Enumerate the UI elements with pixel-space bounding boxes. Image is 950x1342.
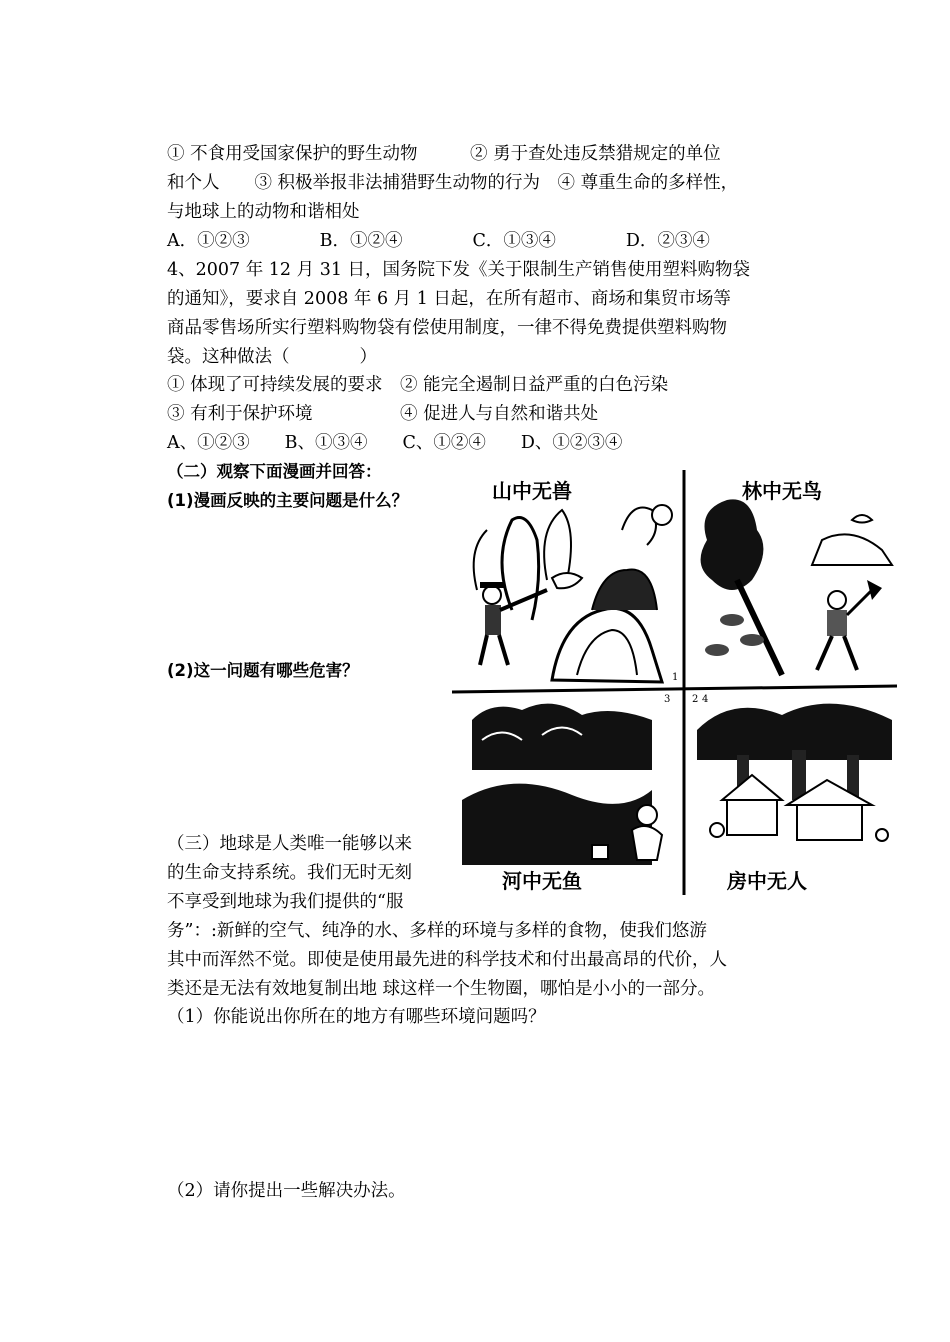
q4-stem-line-2: 的通知》，要求自 2008 年 6 月 1 日起，在所有超市、商场和集贸市场等 — [167, 289, 731, 309]
section2-question-1: (1)漫画反映的主要问题是什么？ — [167, 491, 409, 510]
q4-stem-line-4: 袋。这种做法（ ） — [167, 347, 377, 367]
section3-line-6: 类还是无法有效地复制出地 球这样一个生物圈，哪怕是小小的一部分。 — [167, 979, 716, 999]
caption-panel-1: 山中无兽 — [492, 479, 572, 503]
environment-cartoon-image — [452, 470, 897, 895]
panel-number-1: 1 — [672, 672, 679, 683]
q3-option-line-3: 与地球上的动物和谐相处 — [167, 202, 360, 222]
section3-question-1: （1）你能说出你所在的地方有哪些环境问题吗？ — [167, 1007, 546, 1027]
section3-question-2: （2）请你提出一些解决办法。 — [167, 1181, 406, 1201]
q3-option-line-1: ① 不食用受国家保护的野生动物 ② 勇于查处违反禁猎规定的单位 — [167, 144, 721, 164]
q4-stem-line-3: 商品零售场所实行塑料购物袋有偿使用制度，一律不得免费提供塑料购物 — [167, 318, 727, 338]
section2-title: （二）观察下面漫画并回答： — [167, 462, 382, 481]
section3-line-4: 务”：:新鲜的空气、纯净的水、多样的环境与多样的食物，使我们悠游 — [167, 921, 707, 941]
panel-number-3: 3 — [664, 694, 671, 705]
section3-line-1: （三）地球是人类唯一能够以来 — [167, 834, 412, 854]
caption-panel-4: 房中无人 — [727, 869, 807, 893]
panel-number-4: 4 — [702, 694, 709, 705]
section2-question-2: (2)这一问题有哪些危害？ — [167, 661, 359, 680]
section3-line-5: 其中而浑然不觉。即使是使用最先进的科学技术和付出最高昂的代价，人 — [167, 950, 727, 970]
caption-panel-3: 河中无鱼 — [502, 869, 582, 893]
q4-answer-choices: A、①②③ B、①③④ C、①②④ D、①②③④ — [167, 433, 623, 453]
q4-option-line-2: ③ 有利于保护环境 ④ 促进人与自然和谐共处 — [167, 404, 599, 424]
section3-line-3: 不享受到地球为我们提供的“服 — [167, 892, 404, 912]
q4-option-line-1: ① 体现了可持续发展的要求 ② 能完全遏制日益严重的白色污染 — [167, 375, 669, 395]
q4-stem-line-1: 4、2007 年 12 月 31 日，国务院下发《关于限制生产销售使用塑料购物袋 — [167, 260, 751, 280]
section3-line-2: 的生命支持系统。我们无时无刻 — [167, 863, 412, 883]
panel-number-2: 2 — [692, 694, 699, 705]
caption-panel-2: 林中无鸟 — [742, 479, 822, 503]
q3-answer-choices: A．①②③ B．①②④ C．①③④ D．②③④ — [167, 231, 710, 251]
q3-option-line-2: 和个人 ③ 积极举报非法捕猎野生动物的行为 ④ 尊重生命的多样性， — [167, 173, 739, 193]
